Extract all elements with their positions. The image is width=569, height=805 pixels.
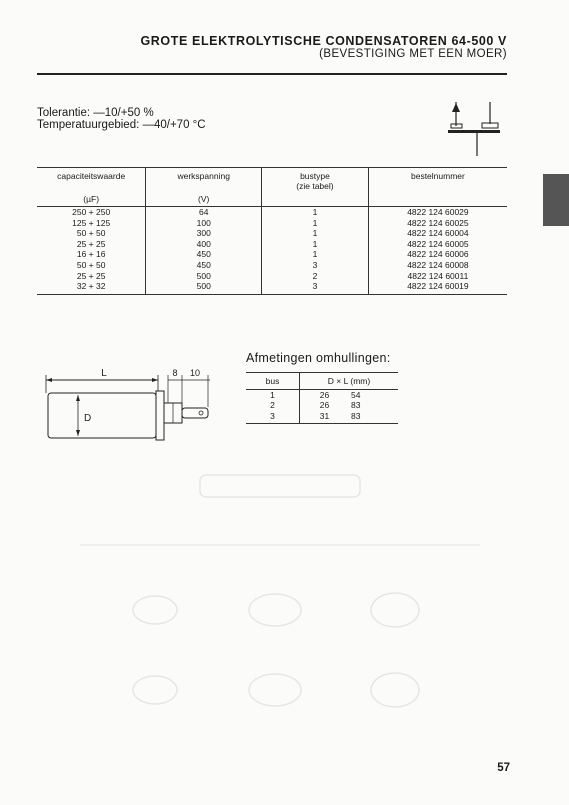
cell-voltage: 300 xyxy=(146,228,262,239)
capacitor-table xyxy=(37,167,507,295)
col-header-dxl: D × L (mm) xyxy=(300,373,399,390)
col-header-bus: bus xyxy=(246,373,300,390)
label-10: 10 xyxy=(189,368,201,378)
temperature-text: Temperatuurgebied: —40/+70 °C xyxy=(37,119,206,131)
page-number: 57 xyxy=(497,762,510,774)
table-row xyxy=(246,390,398,401)
cell-diameter: 26 xyxy=(319,400,330,411)
cell-bustype: 3 xyxy=(262,260,369,271)
cell-voltage: 450 xyxy=(146,249,262,260)
cell-capacity: 50 + 50 xyxy=(37,260,146,271)
label-8: 8 xyxy=(172,368,178,378)
cell-diameter: 31 xyxy=(300,411,349,424)
cell-bus: 2 xyxy=(246,400,300,410)
unit-voltage: (V) xyxy=(146,194,262,207)
cell-bustype: 2 xyxy=(262,271,369,282)
housing-drawing xyxy=(40,365,220,445)
cell-ordernumber: 4822 124 60004 xyxy=(407,228,469,239)
cell-bustype: 1 xyxy=(262,249,369,260)
table-row xyxy=(37,271,507,282)
unit-ordernumber xyxy=(368,194,507,207)
cell-ordernumber: 4822 124 60005 xyxy=(407,238,469,249)
page-title: GROTE ELEKTROLYTISCHE CONDENSATOREN 64-500 V xyxy=(140,34,507,48)
cell-voltage: 500 xyxy=(146,281,262,294)
col-header-capacity: capaciteitswaarde xyxy=(37,168,146,195)
cell-length: 54 xyxy=(350,390,361,400)
cell-bustype: 1 xyxy=(262,239,369,250)
cell-voltage: 450 xyxy=(146,260,262,271)
dimensions-title: Afmetingen omhullingen: xyxy=(246,351,391,365)
col-header-ordernumber: bestelnummer xyxy=(368,168,507,195)
cell-ordernumber: 4822 124 60011 xyxy=(407,270,469,281)
cell-ordernumber: 4822 124 60019 xyxy=(368,281,507,294)
cell-bustype: 1 xyxy=(262,218,369,229)
col-header-voltage: werkspanning xyxy=(146,168,262,195)
cell-capacity: 125 + 125 xyxy=(37,218,146,229)
section-tab-marker xyxy=(543,174,569,226)
cell-capacity: 16 + 16 xyxy=(37,249,146,260)
cell-capacity: 32 + 32 xyxy=(37,281,146,294)
cell-voltage: 400 xyxy=(146,239,262,250)
table-row xyxy=(246,400,398,410)
dimensions-table xyxy=(246,372,398,424)
cell-capacity: 250 + 250 xyxy=(37,207,146,218)
cell-capacity: 25 + 25 xyxy=(37,239,146,250)
cell-capacity: 25 + 25 xyxy=(37,271,146,282)
table-row xyxy=(37,228,507,239)
table-row xyxy=(246,411,398,424)
table-row xyxy=(37,239,507,250)
cell-bustype: 3 xyxy=(262,281,369,294)
col-header-bustype-note: (zie tabel) xyxy=(296,181,334,191)
table-row xyxy=(37,207,507,218)
cell-bus: 3 xyxy=(246,411,300,424)
col-header-bustype xyxy=(262,168,369,195)
cell-voltage: 64 xyxy=(146,207,262,218)
cell-bus: 1 xyxy=(246,390,300,401)
specs-block xyxy=(37,107,206,131)
label-L: L xyxy=(101,368,107,379)
label-D: D xyxy=(84,413,92,424)
cell-bustype: 1 xyxy=(262,228,369,239)
table-row xyxy=(37,249,507,260)
cell-bustype: 1 xyxy=(262,207,369,218)
bleed-through-decoration xyxy=(60,460,500,730)
header-rule xyxy=(37,73,507,75)
cell-ordernumber: 4822 124 60029 xyxy=(407,207,469,217)
capacitor-symbol-icon xyxy=(444,100,504,158)
cell-length: 83 xyxy=(350,400,361,411)
cell-voltage: 500 xyxy=(146,271,262,282)
page-subtitle: (BEVESTIGING MET EEN MOER) xyxy=(319,48,507,60)
cell-diameter: 26 xyxy=(319,390,330,400)
cell-ordernumber: 4822 124 60025 xyxy=(407,217,469,228)
col-header-bustype-label: bustype xyxy=(300,171,330,181)
table-row xyxy=(37,260,507,271)
table-row xyxy=(37,218,507,229)
table-row xyxy=(37,281,507,294)
cell-capacity: 50 + 50 xyxy=(37,228,146,239)
unit-bustype xyxy=(262,194,369,207)
unit-capacity: (µF) xyxy=(37,194,146,207)
cell-ordernumber: 4822 124 60008 xyxy=(407,259,469,270)
cell-length: 83 xyxy=(349,411,398,424)
cell-ordernumber: 4822 124 60006 xyxy=(407,249,469,260)
cell-voltage: 100 xyxy=(146,218,262,229)
tolerance-text: Tolerantie: —10/+50 % xyxy=(37,107,154,119)
